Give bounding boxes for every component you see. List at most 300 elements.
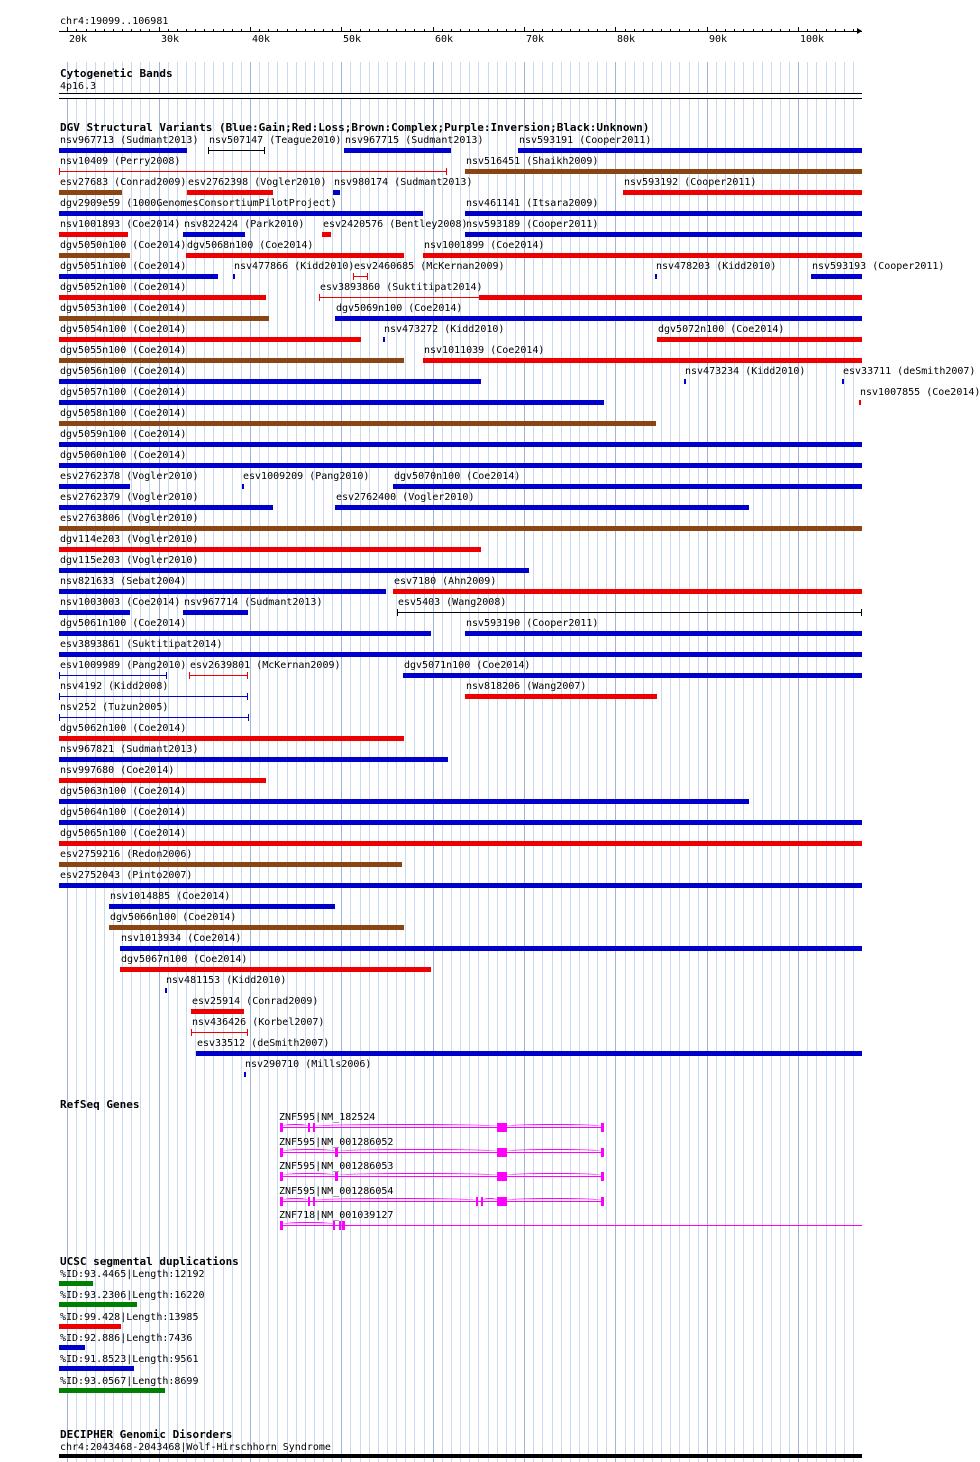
ruler-tick xyxy=(277,29,278,32)
dgv-item-bar[interactable] xyxy=(59,696,248,697)
ruler-tick xyxy=(643,29,644,32)
dgv-item-bar[interactable] xyxy=(623,190,862,195)
refseq-gene-exon[interactable] xyxy=(476,1197,478,1206)
ruler-tick xyxy=(807,29,808,32)
ruler-tick xyxy=(542,29,543,32)
ruler-tick xyxy=(433,27,434,32)
dgv-item-bar[interactable] xyxy=(393,484,862,489)
refseq-gene-intron-arc xyxy=(283,1173,335,1177)
dgv-item-label: esv33711 (deSmith2007) xyxy=(843,366,976,377)
ruler-tick xyxy=(469,29,470,32)
dgv-item-bar[interactable] xyxy=(335,316,862,321)
dgv-item-label: esv33512 (deSmith2007) xyxy=(197,1038,330,1049)
ruler-tick xyxy=(835,29,836,32)
dgv-item-bar[interactable] xyxy=(59,316,269,321)
ruler-tick xyxy=(232,29,233,32)
refseq-gene-label: ZNF595|NM_001286053 xyxy=(279,1161,394,1172)
ruler-tick xyxy=(588,29,589,32)
dgv-item-label: nsv461141 (Itsara2009) xyxy=(466,198,599,209)
dgv-item-label: nsv593193 (Cooper2011) xyxy=(812,261,945,272)
dgv-item-bar[interactable] xyxy=(423,253,862,258)
dgv-item-bar[interactable] xyxy=(59,379,481,384)
dgv-item-bar[interactable] xyxy=(479,295,862,300)
dgv-item-bar[interactable] xyxy=(59,652,862,657)
ruler-tick xyxy=(725,29,726,32)
ruler-tick xyxy=(332,29,333,32)
refseq-gene-exon[interactable] xyxy=(280,1172,283,1181)
dgv-item-label: esv27683 (Conrad2009) xyxy=(60,177,187,188)
ruler-tick xyxy=(506,29,507,32)
dgv-item-bar[interactable] xyxy=(59,757,448,762)
dgv-item-label: nsv473234 (Kidd2010) xyxy=(685,366,806,377)
dgv-item-label: nsv1007855 (Coe2014) xyxy=(860,387,980,398)
dgv-item-bar[interactable] xyxy=(811,274,862,279)
ruler-tick xyxy=(579,29,580,32)
refseq-gene-label: ZNF595|NM_001286052 xyxy=(279,1136,394,1148)
segdup-bar[interactable] xyxy=(59,1366,134,1371)
dgv-item-bar[interactable] xyxy=(59,505,273,510)
dgv-item-label: dgv5069n100 (Coe2014) xyxy=(336,303,463,314)
ruler-tick xyxy=(204,29,205,32)
dgv-item-label: esv2762400 (Vogler2010) xyxy=(336,492,475,503)
ruler-tick xyxy=(86,29,87,32)
ruler-tick xyxy=(67,27,68,32)
dgv-item-label: nsv473272 (Kidd2010) xyxy=(384,324,505,335)
refseq-gene-intron-arc xyxy=(507,1198,601,1202)
dgv-item-label: nsv967821 (Sudmant2013) xyxy=(60,744,199,755)
ruler-tick xyxy=(259,29,260,32)
refseq-gene-intron-arc xyxy=(283,1149,335,1153)
ruler-tick xyxy=(104,29,105,32)
dgv-item-bar[interactable] xyxy=(319,297,479,298)
dgv-item-bar[interactable] xyxy=(465,694,657,699)
refseq-gene-exon[interactable] xyxy=(335,1172,338,1181)
ruler-tick xyxy=(360,29,361,32)
ruler-tick xyxy=(570,29,571,32)
dgv-item-bar[interactable] xyxy=(59,253,130,258)
ruler-tick xyxy=(478,29,479,32)
dgv-item-end xyxy=(353,273,354,280)
dgv-item-bar[interactable] xyxy=(59,337,361,342)
ruler-tick xyxy=(287,29,288,32)
ruler-tick xyxy=(634,29,635,32)
dgv-item-label: esv2460685 (McKernan2009) xyxy=(354,261,505,272)
ruler-tick xyxy=(780,29,781,32)
dgv-item-label: nsv516451 (Shaikh2009) xyxy=(466,156,599,167)
dgv-item-label: nsv593192 (Cooper2011) xyxy=(624,177,757,188)
refseq-gene-intron-arc xyxy=(315,1124,497,1128)
dgv-item-bar[interactable] xyxy=(59,568,529,573)
dgv-item-bar[interactable] xyxy=(465,169,862,174)
dgv-item-bar[interactable] xyxy=(189,675,248,676)
refseq-gene-exon[interactable] xyxy=(280,1148,283,1157)
dgv-item-end xyxy=(189,672,190,679)
ruler-tick-label: 30k xyxy=(161,34,180,45)
refseq-gene-exon[interactable] xyxy=(497,1123,507,1132)
ruler-tick xyxy=(378,29,379,32)
dgv-item-end xyxy=(446,168,447,175)
dgv-item-label: nsv818206 (Wang2007) xyxy=(466,681,587,692)
refseq-gene-intron-arc xyxy=(338,1149,497,1153)
ruler-tick xyxy=(762,29,763,32)
dgv-item-label: esv3893861 (Suktitipat2014) xyxy=(60,639,223,650)
dgv-item-label: esv2762398 (Vogler2010) xyxy=(188,177,327,188)
dgv-item-label: nsv967713 (Sudmant2013) xyxy=(60,135,199,146)
refseq-gene-exon[interactable] xyxy=(280,1221,283,1230)
dgv-item-bar[interactable] xyxy=(59,778,266,783)
ruler-tick xyxy=(716,29,717,32)
dgv-item-bar[interactable] xyxy=(242,484,244,489)
ruler-tick xyxy=(122,29,123,32)
segdup-bar[interactable] xyxy=(59,1388,165,1393)
ruler-tick xyxy=(679,29,680,32)
dgv-item-label: nsv821633 (Sebat2004) xyxy=(60,576,187,587)
dgv-item-bar[interactable] xyxy=(183,610,248,615)
dgv-item-bar[interactable] xyxy=(59,463,862,468)
dgv-item-bar[interactable] xyxy=(393,589,862,594)
dgv-item-label: esv7180 (Ahn2009) xyxy=(394,576,497,587)
ruler-tick xyxy=(131,29,132,32)
dgv-item-bar[interactable] xyxy=(186,253,404,258)
dgv-item-label: nsv1003003 (Coe2014) xyxy=(60,597,181,608)
segdup-label: %ID:99.428|Length:13985 xyxy=(60,1311,199,1323)
dgv-item-end xyxy=(248,714,249,721)
dgv-item-bar[interactable] xyxy=(191,1009,244,1014)
dgv-item-bar[interactable] xyxy=(109,925,404,930)
dgv-item-label: esv5403 (Wang2008) xyxy=(398,597,507,608)
ruler-tick xyxy=(597,29,598,32)
ruler-tick xyxy=(524,27,525,32)
refseq-gene-exon[interactable] xyxy=(308,1197,310,1206)
ruler-tick xyxy=(689,29,690,32)
ruler-tick-label: 20k xyxy=(69,34,88,45)
dgv-item-label: nsv478203 (Kidd2010) xyxy=(656,261,777,272)
dgv-item-label: nsv822424 (Park2010) xyxy=(184,219,305,230)
dgv-item-label: dgv5052n100 (Coe2014) xyxy=(60,282,187,293)
decipher-label: chr4:2043468-2043468|Wolf-Hirschhorn Syndrome xyxy=(60,1442,331,1453)
refseq-gene-exon[interactable] xyxy=(601,1172,604,1181)
dgv-item-label: dgv5055n100 (Coe2014) xyxy=(60,345,187,356)
refseq-gene-exon[interactable] xyxy=(308,1123,310,1132)
ruler-tick xyxy=(95,29,96,32)
dgv-item-label: dgv5062n100 (Coe2014) xyxy=(60,723,187,734)
dgv-item-label: dgv5058n100 (Coe2014) xyxy=(60,408,187,419)
ruler-tick xyxy=(734,29,735,32)
dgv-item-bar[interactable] xyxy=(59,171,447,172)
dgv-item-label: esv1009989 (Pang2010) xyxy=(60,660,187,671)
ruler-tick xyxy=(798,27,799,32)
segdup-label: %ID:93.2306|Length:16220 xyxy=(60,1290,205,1302)
dgv-item-bar[interactable] xyxy=(859,400,861,405)
refseq-gene-exon[interactable] xyxy=(280,1123,283,1132)
dgv-item-label: dgv114e203 (Vogler2010) xyxy=(60,534,199,545)
dgv-item-bar[interactable] xyxy=(59,675,167,676)
dgv-item-label: dgv5050n100 (Coe2014) xyxy=(60,240,187,251)
dgv-item-bar[interactable] xyxy=(59,820,862,825)
dgv-item-bar[interactable] xyxy=(684,379,686,384)
dgv-item-bar[interactable] xyxy=(59,526,862,531)
ruler-tick xyxy=(460,29,461,32)
segdup-bar[interactable] xyxy=(59,1281,93,1286)
ruler-tick-label: 60k xyxy=(435,34,454,45)
dgv-item-label: esv2639801 (McKernan2009) xyxy=(190,660,341,671)
dgv-item-label: dgv115e203 (Vogler2010) xyxy=(60,555,199,566)
dgv-item-bar[interactable] xyxy=(322,232,331,237)
decipher-bar[interactable] xyxy=(59,1454,862,1458)
ruler-tick xyxy=(771,29,772,32)
dgv-item-label: esv3893860 (Suktitipat2014) xyxy=(320,282,483,293)
dgv-item-bar[interactable] xyxy=(59,717,249,718)
dgv-item-bar[interactable] xyxy=(59,358,404,363)
refseq-gene-exon[interactable] xyxy=(333,1221,335,1230)
dgv-item-label: nsv997680 (Coe2014) xyxy=(60,765,175,776)
dgv-item-bar[interactable] xyxy=(59,421,656,426)
dgv-item-bar[interactable] xyxy=(465,232,862,237)
ruler-tick xyxy=(296,29,297,32)
dgv-item-label: dgv5068n100 (Coe2014) xyxy=(187,240,314,251)
dgv-item-end xyxy=(264,147,265,154)
ruler-tick xyxy=(140,29,141,32)
dgv-item-label: nsv593191 (Cooper2011) xyxy=(519,135,652,146)
refseq-title: RefSeq Genes xyxy=(60,1098,140,1111)
ruler-tick-label: 90k xyxy=(709,34,728,45)
dgv-item-bar[interactable] xyxy=(120,967,431,972)
refseq-gene-exon[interactable] xyxy=(601,1123,604,1132)
dgv-item-end xyxy=(59,714,60,721)
refseq-gene-label: ZNF718|NM_001039127 xyxy=(279,1210,394,1221)
dgv-item-bar[interactable] xyxy=(233,274,235,279)
dgv-item-bar[interactable] xyxy=(196,1051,862,1056)
refseq-gene-exon[interactable] xyxy=(313,1197,315,1206)
dgv-item-bar[interactable] xyxy=(59,484,130,489)
refseq-gene-label: ZNF595|NM_182524 xyxy=(279,1112,376,1123)
dgv-item-bar[interactable] xyxy=(59,799,749,804)
ruler-tick xyxy=(186,29,187,32)
refseq-gene-exon[interactable] xyxy=(497,1197,507,1206)
dgv-item-bar[interactable] xyxy=(465,211,862,216)
dgv-item-bar[interactable] xyxy=(187,190,273,195)
dgv-item-bar[interactable] xyxy=(165,988,167,993)
dgv-item-label: nsv980174 (Sudmant2013) xyxy=(334,177,473,188)
ruler-tick-label: 100k xyxy=(800,34,825,45)
dgv-item-label: nsv1001899 (Coe2014) xyxy=(424,240,545,251)
dgv-item-bar[interactable] xyxy=(59,862,402,867)
dgv-item-bar[interactable] xyxy=(59,232,128,237)
ruler-tick xyxy=(615,27,616,32)
ruler-tick xyxy=(844,29,845,32)
ruler-tick xyxy=(149,29,150,32)
ruler-tick xyxy=(396,29,397,32)
dgv-item-bar[interactable] xyxy=(59,589,386,594)
dgv-item-end xyxy=(319,294,320,301)
ruler-tick xyxy=(515,29,516,32)
ruler-tick-label: 80k xyxy=(617,34,636,45)
refseq-gene-exon[interactable] xyxy=(280,1197,283,1206)
decipher-title: DECIPHER Genomic Disorders xyxy=(60,1428,233,1441)
dgv-item-end xyxy=(59,168,60,175)
dgv-item-bar[interactable] xyxy=(120,946,862,951)
dgv-item-bar[interactable] xyxy=(397,612,862,613)
ruler-tick xyxy=(323,29,324,32)
dgv-item-bar[interactable] xyxy=(842,379,844,384)
dgv-item-label: dgv5061n100 (Coe2014) xyxy=(60,618,187,629)
dgv-item-bar[interactable] xyxy=(59,883,862,888)
ruler-tick xyxy=(497,29,498,32)
ruler-tick xyxy=(561,29,562,32)
dgv-item-end xyxy=(247,1029,248,1036)
dgv-item-label: esv2752043 (Pinto2007) xyxy=(60,870,193,881)
dgv-item-bar[interactable] xyxy=(183,232,245,237)
refseq-gene-intron-arc xyxy=(507,1124,601,1128)
dgv-item-end xyxy=(166,672,167,679)
ruler-tick-label: 40k xyxy=(252,34,271,45)
dgv-item-label: esv1009209 (Pang2010) xyxy=(243,471,370,482)
dgv-item-label: nsv507147 (Teague2010) xyxy=(209,135,342,146)
dgv-item-bar[interactable] xyxy=(657,337,862,342)
dgv-title: DGV Structural Variants (Blue:Gain;Red:Loss;Brown:Complex;Purple:Inversion;Black:Unknown) xyxy=(60,121,650,134)
dgv-item-end xyxy=(247,672,248,679)
dgv-item-label: dgv5071n100 (Coe2014) xyxy=(404,660,531,671)
dgv-item-bar[interactable] xyxy=(423,358,862,363)
dgv-item-bar[interactable] xyxy=(465,631,862,636)
dgv-item-bar[interactable] xyxy=(59,190,122,195)
ruler-tick xyxy=(195,29,196,32)
dgv-item-bar[interactable] xyxy=(244,1072,246,1077)
dgv-item-end xyxy=(59,693,60,700)
ruler-tick xyxy=(268,29,269,32)
dgv-item-bar[interactable] xyxy=(59,736,404,741)
dgv-item-end xyxy=(397,609,398,616)
dgv-item-bar[interactable] xyxy=(333,190,340,195)
refseq-gene-exon[interactable] xyxy=(339,1221,341,1230)
refseq-gene-exon[interactable] xyxy=(601,1148,604,1157)
refseq-gene-intron-arc xyxy=(315,1198,476,1202)
ruler-tick xyxy=(853,29,854,32)
dgv-item-bar[interactable] xyxy=(59,547,481,552)
ruler-tick xyxy=(350,29,351,32)
ruler-tick xyxy=(451,29,452,32)
dgv-item-bar[interactable] xyxy=(59,400,604,405)
refseq-gene-exon[interactable] xyxy=(481,1197,483,1206)
ruler-tick xyxy=(168,29,169,32)
dgv-item-bar[interactable] xyxy=(59,274,218,279)
ruler-arrow-icon xyxy=(857,28,862,34)
dgv-item-label: esv25914 (Conrad2009) xyxy=(192,996,319,1007)
dgv-item-label: dgv5070n100 (Coe2014) xyxy=(394,471,521,482)
segdup-label: %ID:93.4465|Length:12192 xyxy=(60,1269,205,1280)
dgv-item-label: nsv4192 (Kidd2008) xyxy=(60,681,169,692)
dgv-item-label: nsv593189 (Cooper2011) xyxy=(466,219,599,230)
ruler-tick xyxy=(213,29,214,32)
dgv-item-label: dgv5056n100 (Coe2014) xyxy=(60,366,187,377)
refseq-gene-exon[interactable] xyxy=(601,1197,604,1206)
dgv-item-bar[interactable] xyxy=(59,148,187,153)
dgv-item-bar[interactable] xyxy=(59,610,130,615)
ruler-tick xyxy=(442,29,443,32)
cytoband-title: Cytogenetic Bands xyxy=(60,67,173,80)
ruler-tick xyxy=(387,29,388,32)
ruler-tick xyxy=(552,29,553,32)
dgv-item-label: dgv5063n100 (Coe2014) xyxy=(60,786,187,797)
dgv-item-label: nsv290710 (Mills2006) xyxy=(245,1059,372,1070)
refseq-gene-exon[interactable] xyxy=(497,1148,507,1157)
segdup-bar[interactable] xyxy=(59,1345,85,1350)
segdup-title: UCSC segmental duplications xyxy=(60,1255,239,1268)
ruler-tick xyxy=(159,27,160,32)
dgv-item-bar[interactable] xyxy=(59,295,266,300)
ruler-tick xyxy=(314,29,315,32)
dgv-item-bar[interactable] xyxy=(208,150,265,151)
refseq-gene-intron-arc xyxy=(283,1198,308,1202)
refseq-gene-exon[interactable] xyxy=(497,1172,507,1181)
dgv-item-bar[interactable] xyxy=(518,148,862,153)
ruler-tick xyxy=(405,29,406,32)
ruler-tick xyxy=(533,29,534,32)
cytoband-label: 4p16.3 xyxy=(60,81,97,92)
dgv-item-label: dgv5064n100 (Coe2014) xyxy=(60,807,187,818)
dgv-item-label: dgv5066n100 (Coe2014) xyxy=(110,912,237,923)
dgv-item-label: esv2759216 (Redon2006) xyxy=(60,849,193,860)
ruler-tick xyxy=(606,29,607,32)
ruler-tick xyxy=(743,29,744,32)
segdup-bar[interactable] xyxy=(59,1302,137,1307)
dgv-item-bar[interactable] xyxy=(59,841,862,846)
dgv-item-label: dgv5072n100 (Coe2014) xyxy=(658,324,785,335)
refseq-gene-intron-arc xyxy=(338,1173,497,1177)
dgv-item-bar[interactable] xyxy=(59,442,862,447)
ruler-tick xyxy=(113,29,114,32)
dgv-item-label: esv2763806 (Vogler2010) xyxy=(60,513,199,524)
dgv-item-label: nsv967715 (Sudmant2013) xyxy=(345,135,484,146)
dgv-item-end xyxy=(247,693,248,700)
dgv-item-label: esv2420576 (Bentley2008) xyxy=(323,219,468,230)
dgv-item-bar[interactable] xyxy=(59,211,423,216)
ruler-tick xyxy=(652,29,653,32)
segdup-label: %ID:92.886|Length:7436 xyxy=(60,1332,193,1344)
dgv-item-bar[interactable] xyxy=(353,276,368,277)
refseq-gene-intron-arc xyxy=(283,1124,308,1128)
cytoband-ideogram[interactable] xyxy=(59,93,862,99)
dgv-item-bar[interactable] xyxy=(344,148,451,153)
dgv-item-label: nsv252 (Tuzun2005) xyxy=(60,702,169,713)
ruler-tick xyxy=(341,27,342,32)
ruler-tick-label: 70k xyxy=(526,34,545,45)
dgv-item-label: nsv481153 (Kidd2010) xyxy=(166,975,287,986)
dgv-item-bar[interactable] xyxy=(655,274,657,279)
ruler-tick xyxy=(661,29,662,32)
ruler-tick xyxy=(753,29,754,32)
dgv-item-bar[interactable] xyxy=(383,337,385,342)
dgv-item-bar[interactable] xyxy=(109,904,335,909)
dgv-item-label: nsv1014885 (Coe2014) xyxy=(110,891,231,902)
refseq-gene-exon[interactable] xyxy=(313,1123,315,1132)
ruler-tick xyxy=(488,29,489,32)
dgv-item-label: dgv5065n100 (Coe2014) xyxy=(60,828,187,839)
refseq-gene-exon[interactable] xyxy=(342,1221,345,1230)
dgv-item-bar[interactable] xyxy=(191,1032,248,1033)
ruler-tick xyxy=(698,29,699,32)
ruler-tick xyxy=(826,29,827,32)
segdup-bar[interactable] xyxy=(59,1324,121,1329)
dgv-item-bar[interactable] xyxy=(403,673,862,678)
dgv-item-label: esv2762379 (Vogler2010) xyxy=(60,492,199,503)
dgv-item-label: nsv1001893 (Coe2014) xyxy=(60,219,181,230)
ruler-tick xyxy=(625,29,626,32)
dgv-item-bar[interactable] xyxy=(335,505,749,510)
dgv-item-bar[interactable] xyxy=(59,631,431,636)
dgv-item-label: dgv2909e59 (1000GenomesConsortiumPilotProject) xyxy=(60,198,337,209)
refseq-gene-exon[interactable] xyxy=(335,1148,338,1157)
